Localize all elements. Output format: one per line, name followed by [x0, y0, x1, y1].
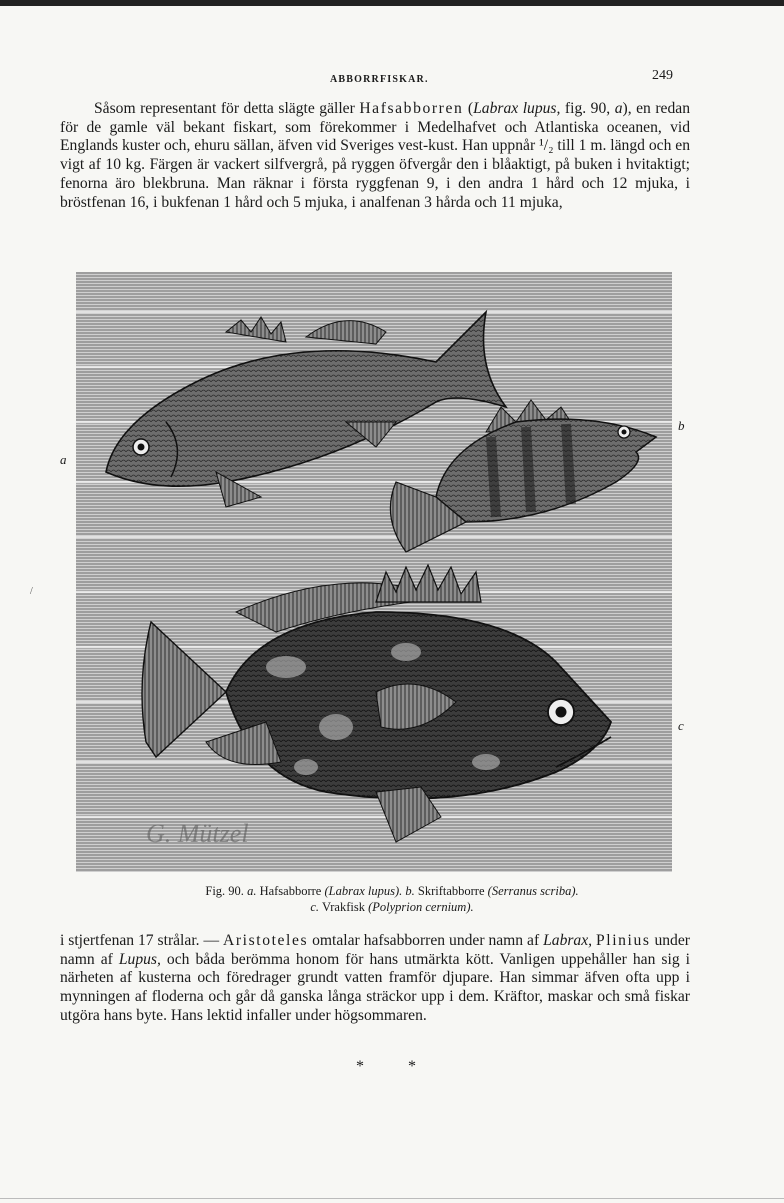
figure-label-a: a	[60, 452, 67, 467]
page-number: 249	[652, 68, 673, 83]
figure-label-b: b	[678, 418, 685, 433]
figure-label-c: c	[678, 718, 684, 733]
running-head: ABBORRFISKAR.	[330, 74, 429, 85]
body-paragraph-2: i stjertfenan 17 strålar. — Aristoteles omtalar hafsabborren under namn af Labrax, Plinius under namn af Lupus, och båda berömma honom för hans utmärkta kött. Vanligen uppehåller han sig i närheten af kusterna och föredrager grundt vatten framför djupare. Han simmar äfven ofta upp i mynningen af floderna och går då ganska långa sträckor upp i dem. Kräftor, maskar och små fiskar utgöra hans byte. Hans lektid infaller under högsommaren.	[60, 932, 690, 1024]
artist-signature: G. Mützel	[146, 819, 249, 848]
page-bottom-edge	[0, 1198, 784, 1199]
author-name: Plinius	[595, 932, 651, 949]
latin-name: Labrax lupus,	[473, 100, 561, 117]
section-divider: * *	[356, 1058, 436, 1075]
page-top-border	[0, 0, 784, 6]
author-name: Aristoteles	[223, 932, 309, 949]
fish-engraving-figure	[76, 272, 672, 872]
stray-mark: /	[30, 586, 33, 597]
figure-caption-line-2: c. Vrakfisk (Polyprion cernium).	[310, 900, 474, 914]
species-name: Hafsabborren	[359, 100, 464, 117]
body-paragraph-1: Såsom representant för detta slägte gäller Hafsabborren (Labrax lupus, fig. 90, a), en redan för de gamle väl bekant fiskart, som förekommer i Medelhafvet och Atlantiska oceanen, vid Englands kuster och, ehuru sällan, äfven vid Sveriges vest-kust. Han uppnår ¹/₂ till 1 m. längd och en vigt af 10 kg. Färgen är vackert silfvergrå, på ryggen öfvergår den i blåaktigt, på buken i hvitaktigt; fenorna äro blekbruna. Man räknar i första ryggfenan 9, i den andra 1 hård och 12 mjuka, i bröstfenan 16, i bukfenan 1 hård och 5 mjuka, i analfenan 3 hårda och 11 mjuka,	[60, 100, 690, 211]
figure-caption-line-1: Fig. 90. a. Hafsabborre (Labrax lupus). b. Skriftabborre (Serranus scriba).	[205, 884, 579, 898]
